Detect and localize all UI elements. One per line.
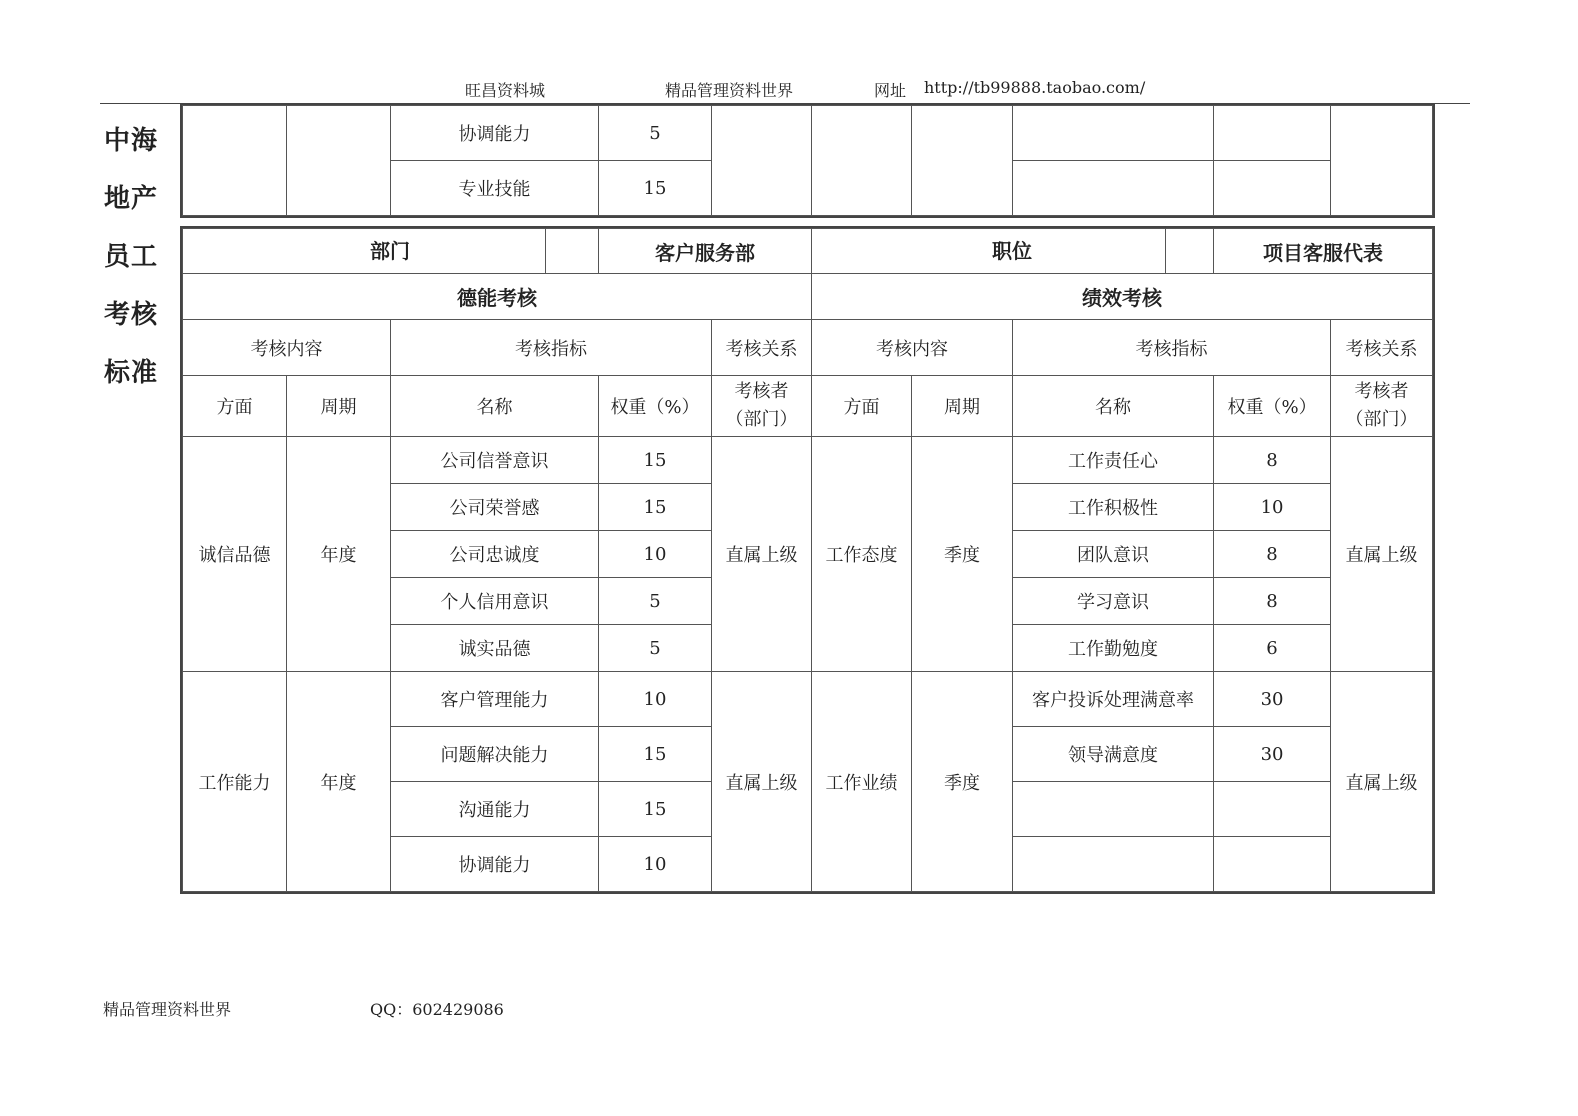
perf-item-name: 团队意识 — [1013, 531, 1214, 578]
moral-item-weight: 5 — [599, 578, 712, 625]
header-weight: 权重（%） — [1214, 376, 1331, 437]
moral-item-weight: 10 — [599, 531, 712, 578]
position-label-text: 职位 — [859, 229, 1166, 273]
perf-item-name: 学习意识 — [1013, 578, 1214, 625]
moral-item-weight: 15 — [599, 484, 712, 531]
header-aspect: 方面 — [183, 376, 287, 437]
title-line: 员工 — [104, 242, 159, 272]
header-period: 周期 — [912, 376, 1013, 437]
moral-item-name: 公司忠诚度 — [391, 531, 599, 578]
header-shop: 旺昌资料城 — [465, 81, 546, 100]
assessor-line: 考核者 — [1354, 381, 1409, 402]
header-indicator: 考核指标 — [1013, 320, 1331, 376]
perf-relation: 直属上级 — [1331, 437, 1433, 672]
indicator-weight: 5 — [599, 106, 712, 161]
moral-item-weight: 10 — [599, 837, 712, 892]
empty-cell — [712, 106, 812, 216]
header-site-label: 网址 — [874, 81, 907, 100]
header-content: 考核内容 — [183, 320, 391, 376]
moral-item-weight: 10 — [599, 672, 712, 727]
perf-item-weight: 8 — [1214, 578, 1331, 625]
empty-cell — [912, 106, 1013, 216]
moral-relation: 直属上级 — [712, 672, 812, 892]
moral-item-name: 诚实品德 — [391, 625, 599, 672]
position-label — [812, 229, 1214, 274]
perf-relation: 直属上级 — [1331, 672, 1433, 892]
section-moral: 德能考核 — [183, 274, 812, 320]
moral-aspect: 诚信品德 — [183, 437, 287, 672]
header-relation: 考核关系 — [1331, 320, 1433, 376]
title-line: 考核 — [104, 300, 159, 330]
moral-item-weight: 15 — [599, 727, 712, 782]
assessor-line: （部门） — [725, 409, 798, 430]
perf-item-weight: 8 — [1214, 531, 1331, 578]
perf-item-weight: 30 — [1214, 672, 1331, 727]
perf-item-weight — [1214, 837, 1331, 892]
moral-period: 年度 — [287, 437, 391, 672]
title-line: 中海 — [104, 126, 159, 156]
perf-item-name: 工作勤勉度 — [1013, 625, 1214, 672]
header-name: 名称 — [391, 376, 599, 437]
perf-period: 季度 — [912, 437, 1013, 672]
header-world: 精品管理资料世界 — [665, 81, 794, 100]
empty-cell — [1214, 106, 1331, 161]
title-line: 标准 — [104, 358, 159, 388]
section-performance: 绩效考核 — [812, 274, 1433, 320]
empty-cell — [183, 106, 287, 216]
moral-item-name: 公司信誉意识 — [391, 437, 599, 484]
perf-item-name: 工作积极性 — [1013, 484, 1214, 531]
header-name: 名称 — [1013, 376, 1214, 437]
empty-cell — [1013, 161, 1214, 216]
perf-period: 季度 — [912, 672, 1013, 892]
assessor-line: （部门） — [1345, 409, 1418, 430]
dept-label — [183, 229, 599, 274]
header-site-url[interactable]: http://tb99888.taobao.com/ — [924, 78, 1146, 97]
moral-item-weight: 15 — [599, 437, 712, 484]
indicator-weight: 15 — [599, 161, 712, 216]
perf-item-name: 工作责任心 — [1013, 437, 1214, 484]
perf-item-weight: 8 — [1214, 437, 1331, 484]
perf-aspect: 工作态度 — [812, 437, 912, 672]
top-partial-table — [182, 105, 1433, 216]
perf-item-weight: 6 — [1214, 625, 1331, 672]
position-value: 项目客服代表 — [1214, 229, 1433, 274]
moral-item-weight: 5 — [599, 625, 712, 672]
dept-label-text: 部门 — [235, 229, 546, 273]
perf-item-name — [1013, 782, 1214, 837]
empty-cell — [1331, 106, 1433, 216]
empty-cell — [1214, 161, 1331, 216]
perf-item-name — [1013, 837, 1214, 892]
header-content: 考核内容 — [812, 320, 1013, 376]
moral-relation: 直属上级 — [712, 437, 812, 672]
header-period: 周期 — [287, 376, 391, 437]
footer-qq: QQ：602429086 — [370, 1000, 504, 1019]
moral-item-name: 协调能力 — [391, 837, 599, 892]
assessor-line: 考核者 — [734, 381, 789, 402]
footer-world: 精品管理资料世界 — [103, 1000, 232, 1019]
vertical-title — [104, 112, 164, 402]
table-row — [183, 672, 1433, 727]
empty-cell — [812, 106, 912, 216]
perf-item-name: 客户投诉处理满意率 — [1013, 672, 1214, 727]
header-assessor — [712, 376, 812, 437]
moral-item-name: 问题解决能力 — [391, 727, 599, 782]
indicator-name: 协调能力 — [391, 106, 599, 161]
moral-item-name: 个人信用意识 — [391, 578, 599, 625]
empty-cell — [1013, 106, 1214, 161]
empty-cell — [287, 106, 391, 216]
indicator-name: 专业技能 — [391, 161, 599, 216]
perf-item-weight — [1214, 782, 1331, 837]
moral-item-name: 公司荣誉感 — [391, 484, 599, 531]
table-row — [183, 437, 1433, 484]
header-aspect: 方面 — [812, 376, 912, 437]
dept-value: 客户服务部 — [599, 229, 812, 274]
assessment-table — [182, 228, 1433, 892]
header-relation: 考核关系 — [712, 320, 812, 376]
title-line: 地产 — [104, 184, 159, 214]
moral-item-name: 客户管理能力 — [391, 672, 599, 727]
perf-item-weight: 30 — [1214, 727, 1331, 782]
header-indicator: 考核指标 — [391, 320, 712, 376]
moral-item-name: 沟通能力 — [391, 782, 599, 837]
header-assessor — [1331, 376, 1433, 437]
perf-item-name: 领导满意度 — [1013, 727, 1214, 782]
perf-item-weight: 10 — [1214, 484, 1331, 531]
moral-period: 年度 — [287, 672, 391, 892]
moral-item-weight: 15 — [599, 782, 712, 837]
perf-aspect: 工作业绩 — [812, 672, 912, 892]
header-divider — [100, 103, 1470, 104]
moral-aspect: 工作能力 — [183, 672, 287, 892]
header-weight: 权重（%） — [599, 376, 712, 437]
